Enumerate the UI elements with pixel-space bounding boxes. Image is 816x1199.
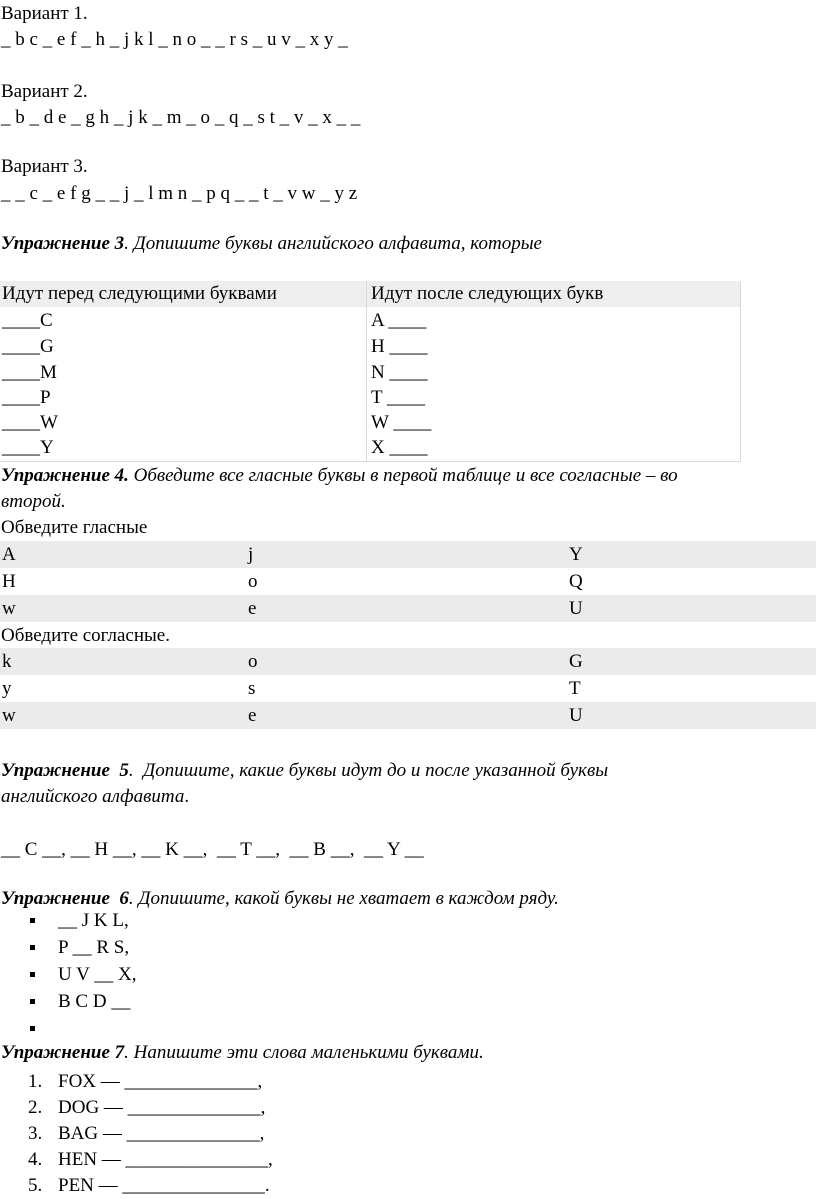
list-item: U V __ X, [0, 961, 136, 988]
variant-2-letters: _ b _ d e _ g h _ j k _ m _ o _ q _ s t _ v _ x _ _ [1, 107, 361, 128]
variant-3-title: Вариант 3. [1, 156, 88, 177]
letter-cell: y [2, 678, 12, 699]
letter-cell: Q [569, 571, 583, 592]
consonants-caption: Обведите согласные. [1, 625, 170, 646]
square-bullet-icon [30, 999, 35, 1004]
exercise-4-instruction: Обведите все гласные буквы в первой таблице и все согласные – во [128, 465, 678, 486]
letter-cell: U [569, 705, 583, 726]
letter-cell: o [248, 651, 258, 672]
exercise-5-label: Упражнение 5 [1, 760, 129, 781]
letter-cell: T [569, 678, 581, 699]
letter-cell: w [2, 598, 16, 619]
letter-cell: w [2, 705, 16, 726]
exercise-3-table [0, 281, 741, 462]
exercise-3-label: Упражнение 3 [1, 233, 125, 254]
exercise-4-label: Упражнение 4. [1, 465, 129, 486]
exercise-5-task: __ C __, __ H __, __ K __, __ T __, __ B __, __ Y __ [1, 839, 424, 860]
letter-cell: k [2, 651, 12, 672]
header-after: Идут после следующих букв [371, 283, 604, 304]
after-cell: W ____ [371, 412, 432, 433]
exercise-7-list [0, 1069, 273, 1199]
letter-cell: e [248, 598, 257, 619]
exercise-6-label: Упражнение 6 [1, 888, 129, 909]
after-cell: A ____ [371, 310, 427, 331]
after-cell: X ____ [371, 437, 428, 458]
letter-cell: H [2, 571, 16, 592]
before-cell: ____C [2, 310, 53, 331]
exercise-7-heading [1, 1041, 484, 1065]
letter-cell: U [569, 598, 583, 619]
list-item: B C D __ [0, 988, 136, 1015]
square-bullet-icon [30, 972, 35, 977]
letter-cell: o [248, 571, 258, 592]
letter-cell: A [2, 544, 16, 565]
exercise-5-instruction: . Допишите, какие буквы идут до и после указанной буквы [128, 760, 609, 781]
exercise-6-instruction: . Допишите, какой буквы не хватает в каждом ряду. [128, 888, 559, 909]
variant-2-title: Вариант 2. [1, 81, 88, 102]
after-cell: T ____ [371, 387, 426, 408]
vowels-caption: Обведите гласные [1, 517, 148, 538]
exercise-5-heading [1, 759, 608, 783]
table-row [0, 648, 816, 675]
exercise-3-instruction: . Допишите буквы английского алфавита, которые [124, 233, 542, 254]
table-row [0, 702, 816, 729]
square-bullet-icon [30, 918, 35, 923]
before-cell: ____G [2, 336, 54, 357]
exercise-3-heading [1, 232, 542, 256]
column-divider [366, 281, 367, 461]
list-item: 5. PEN — _______________. [28, 1175, 270, 1196]
table-row [0, 568, 816, 595]
before-cell: ____M [2, 362, 57, 383]
before-cell: ____W [2, 412, 58, 433]
header-before: Идут перед следующими буквами [2, 283, 277, 304]
exercise-4-heading [1, 464, 678, 488]
before-cell: ____P [2, 387, 51, 408]
after-cell: H ____ [371, 336, 428, 357]
exercise-5-instruction-cont: английского алфавита. [1, 786, 190, 807]
exercise-4-instruction-cont: второй. [1, 491, 66, 512]
letter-cell: s [248, 678, 256, 699]
variant-1-title: Вариант 1. [1, 3, 88, 24]
list-item: 4. HEN — _______________, [28, 1149, 273, 1170]
table-row [0, 541, 816, 568]
table-row [0, 675, 816, 702]
exercise-7-instruction: . Напишите эти слова маленькими буквами. [124, 1042, 484, 1063]
letter-cell: j [248, 544, 254, 565]
list-item: 1. FOX — ______________, [28, 1071, 263, 1092]
exercise-7-label: Упражнение 7 [1, 1042, 125, 1063]
square-bullet-icon [30, 945, 35, 950]
list-item: 3. BAG — ______________, [28, 1123, 265, 1144]
letter-cell: G [569, 651, 583, 672]
list-item [0, 1015, 136, 1042]
before-cell: ____Y [2, 437, 54, 458]
list-item: 2. DOG — ______________, [28, 1097, 266, 1118]
letter-cell: e [248, 705, 257, 726]
variant-1-letters: _ b c _ e f _ h _ j k l _ n o _ _ r s _ u v _ x y _ [1, 29, 348, 50]
after-cell: N ____ [371, 362, 428, 383]
square-bullet-icon [30, 1026, 35, 1031]
list-item: __ J K L, [0, 907, 136, 934]
variant-3-letters: _ _ c _ e f g _ _ j _ l m n _ p q _ _ t _ v w _ y z [1, 183, 358, 204]
letter-cell: Y [569, 544, 583, 565]
list-item: P __ R S, [0, 934, 136, 961]
exercise-6-list [0, 907, 136, 1042]
table-row [0, 595, 816, 622]
